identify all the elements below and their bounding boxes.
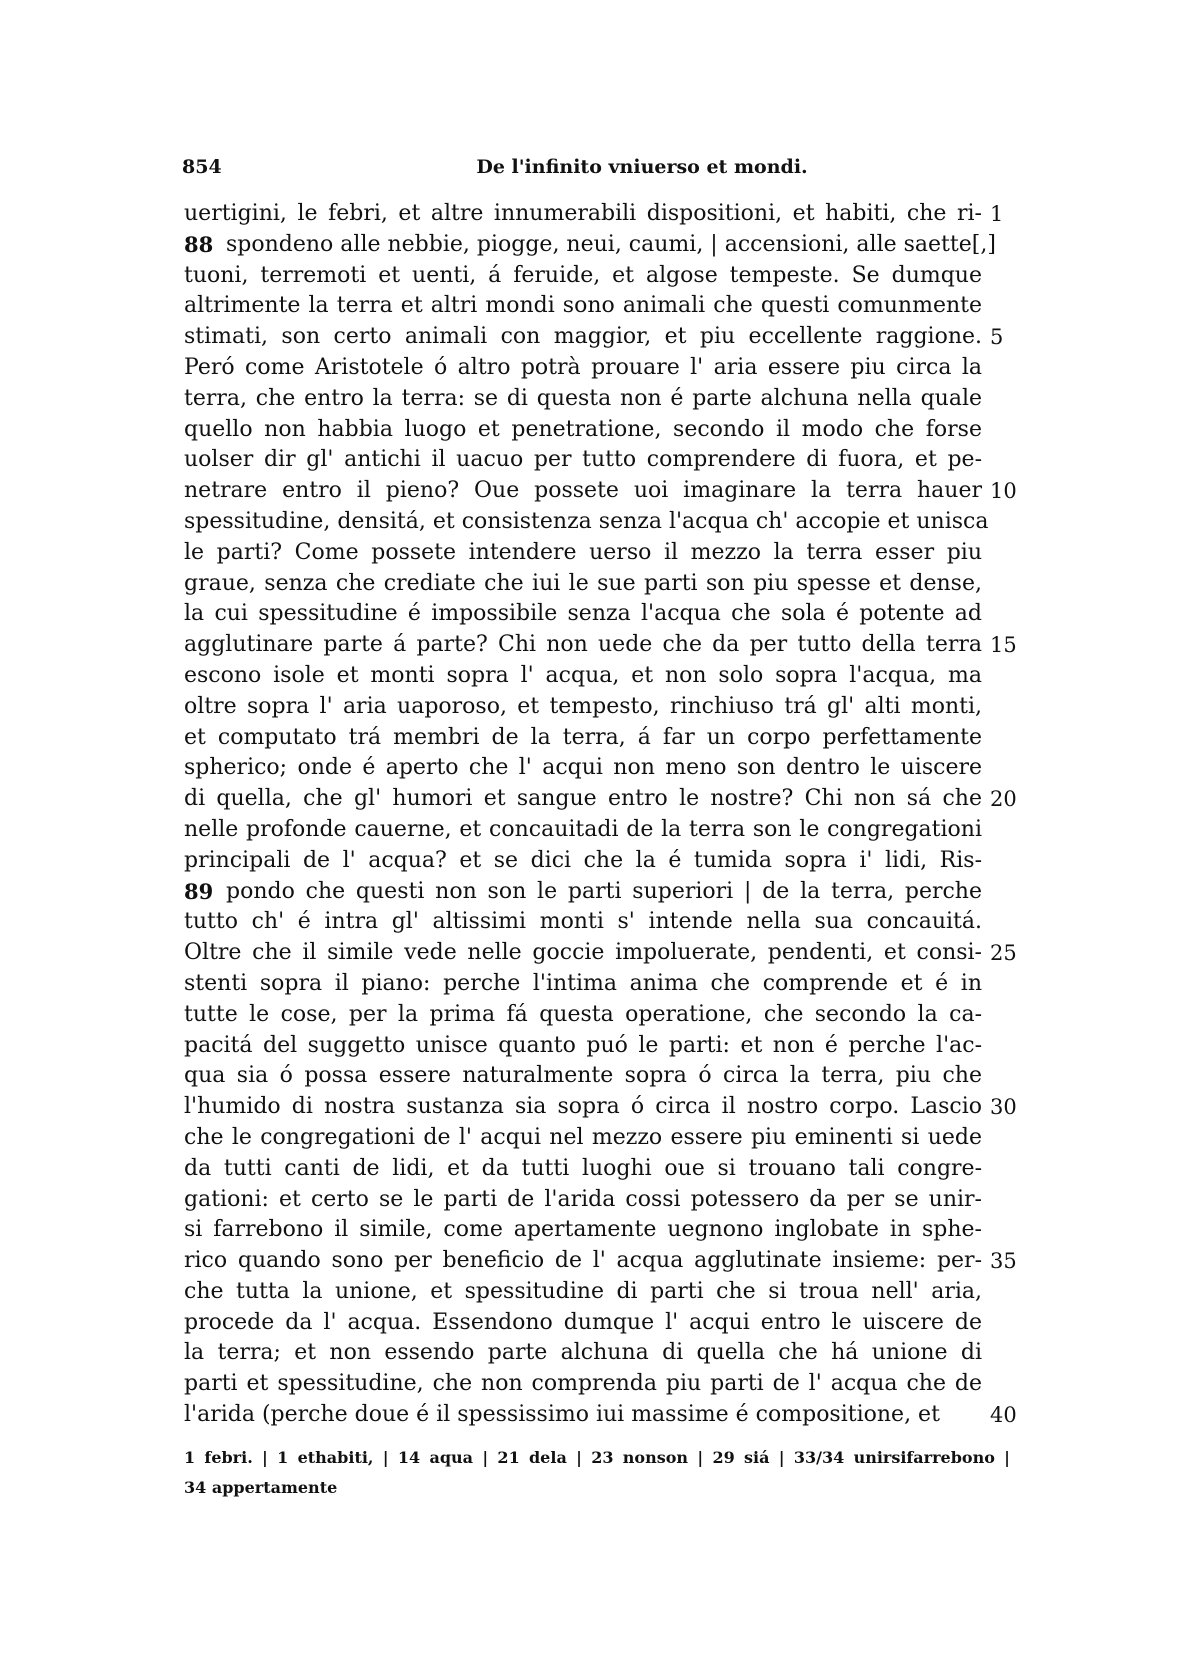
line-text: quello non habbia luogo et penetratione, secondo il modo che forse	[184, 416, 982, 442]
line-number: 1	[990, 202, 1004, 226]
text-line	[0, 907, 1183, 938]
line-number: 30	[990, 1095, 1017, 1120]
text-line	[0, 938, 1183, 969]
text-line	[0, 599, 1183, 630]
text-line	[0, 538, 1183, 569]
line-text: escono isole et monti sopra l' acqua, et non solo sopra l'acqua, ma	[184, 662, 982, 688]
line-text: stenti sopra il piano: perche l'intima anima che comprende et é in	[184, 970, 982, 996]
text-line	[0, 846, 1183, 877]
apparatus-line: 1 febri. | 1 ethabiti, | 14 aqua | 21 dela | 23 nonson | 29 siá | 33/34 unirsifarrebono |	[184, 1448, 1010, 1467]
text-line	[0, 1061, 1183, 1092]
line-text: nelle profonde cauerne, et concauitadi de la terra son le congregationi	[184, 816, 982, 842]
main-text	[0, 199, 1183, 1431]
line-number: 20	[990, 787, 1017, 812]
line-number: 10	[990, 479, 1017, 504]
line-text: la terra; et non essendo parte alchuna di quella che há unione di	[184, 1340, 982, 1366]
line-text: le parti? Come possete intendere uerso il mezzo la terra esser piu	[184, 539, 982, 565]
line-number: 25	[990, 941, 1017, 966]
line-text: uolser dir gl' antichi il uacuo per tutto comprendere di fuora, et pe-	[184, 447, 982, 473]
edition-page-marker: 88	[184, 231, 214, 257]
line-text: graue, senza che crediate che iui le sue parti son piu spesse et dense,	[184, 570, 982, 596]
text-line	[0, 1185, 1183, 1216]
line-text: tuoni, terremoti et uenti, á feruide, et algose tempeste. Se dumque	[184, 262, 982, 288]
text-line	[0, 1123, 1183, 1154]
text-line	[0, 784, 1183, 815]
line-text: di quella, che gl' humori et sangue entro le nostre? Chi non sá che	[184, 786, 982, 812]
running-title: De l'infinito vniuerso et mondi.	[476, 156, 808, 178]
line-text: uertigini, le febri, et altre innumerabili dispositioni, et habiti, che ri-	[184, 201, 982, 226]
line-number: 40	[990, 1403, 1017, 1428]
text-line	[0, 1400, 1183, 1431]
text-line	[0, 1308, 1183, 1339]
line-text: da tutti canti de lidi, et da tutti luoghi oue si trouano tali congre-	[184, 1155, 982, 1181]
line-text: parti et spessitudine, che non comprenda piu parti de l' acqua che de	[184, 1371, 982, 1397]
line-text: spondeno alle nebbie, piogge, neui, caumi, | accensioni, alle saette[,]	[226, 231, 996, 257]
text-line	[0, 291, 1183, 322]
text-line	[0, 1031, 1183, 1062]
line-text: netrare entro il pieno? Oue possete uoi imaginare la terra hauer	[184, 478, 982, 504]
text-line	[0, 261, 1183, 292]
edition-page-marker: 89	[184, 878, 214, 904]
text-line	[0, 415, 1183, 446]
line-text: pacitá del suggetto unisce quanto puó le parti: et non é perche l'ac-	[184, 1032, 982, 1058]
line-text: tutto ch' é intra gl' altissimi monti s' intende nella sua concauitá.	[184, 909, 982, 935]
line-text: si farrebono il simile, come apertamente uegnono inglobate in sphe-	[184, 1217, 982, 1243]
text-line	[0, 1338, 1183, 1369]
line-text: qua sia ó possa essere naturalmente sopra ó circa la terra, piu che	[184, 1063, 982, 1089]
text-line	[0, 630, 1183, 661]
text-line	[0, 476, 1183, 507]
text-line	[0, 1246, 1183, 1277]
text-line	[0, 445, 1183, 476]
text-line	[0, 1154, 1183, 1185]
line-text: altrimente la terra et altri mondi sono animali che questi comunmente	[184, 293, 982, 319]
text-line	[0, 969, 1183, 1000]
line-text: stimati, son certo animali con maggior, et piu eccellente raggione.	[184, 324, 982, 350]
line-text: terra, che entro la terra: se di questa non é parte alchuna nella quale	[184, 385, 982, 411]
line-text: Peró come Aristotele ó altro potrà prouare l' aria essere piu circa la	[184, 354, 982, 380]
line-text: che le congregationi de l' acqui nel mezzo essere piu eminenti si uede	[184, 1124, 982, 1150]
text-line	[0, 1369, 1183, 1400]
running-head	[182, 156, 1012, 186]
line-number: 5	[990, 325, 1004, 350]
line-text: pondo che questi non son le parti superiori | de la terra, perche	[226, 878, 982, 904]
text-line	[0, 384, 1183, 415]
line-text: procede da l' acqua. Essendono dumque l' acqui entro le uiscere de	[184, 1309, 982, 1335]
line-text: Oltre che il simile vede nelle goccie impoluerate, pendenti, et consi-	[184, 940, 982, 966]
text-line	[0, 753, 1183, 784]
text-line	[0, 507, 1183, 538]
line-text: rico quando sono per beneficio de l' acqua agglutinate insieme: per-	[184, 1248, 982, 1274]
line-text: principali de l' acqua? et se dici che la é tumida sopra i' lidi, Ris-	[184, 847, 982, 873]
text-line	[0, 1215, 1183, 1246]
apparatus-line: 34 appertamente	[184, 1478, 338, 1497]
text-line	[0, 661, 1183, 692]
line-text: gationi: et certo se le parti de l'arida cossi potessero da per se unir-	[184, 1186, 982, 1212]
text-line	[0, 353, 1183, 384]
line-text: l'humido di nostra sustanza sia sopra ó circa il nostro corpo. Lascio	[184, 1094, 982, 1120]
text-line	[0, 723, 1183, 754]
line-text: agglutinare parte á parte? Chi non uede che da per tutto della terra	[184, 632, 982, 658]
line-text: tutte le cose, per la prima fá questa operatione, che secondo la ca-	[184, 1001, 982, 1027]
text-line	[0, 1092, 1183, 1123]
text-line	[0, 569, 1183, 600]
text-line	[0, 815, 1183, 846]
line-number: 15	[990, 633, 1017, 658]
line-text: spherico; onde é aperto che l' acqui non meno son dentro le uiscere	[184, 755, 982, 781]
text-line	[0, 322, 1183, 353]
line-number: 35	[990, 1249, 1017, 1274]
critical-apparatus	[184, 1443, 1014, 1503]
text-line	[0, 692, 1183, 723]
page-number: 854	[182, 156, 222, 178]
text-line	[0, 877, 1183, 908]
line-text: la cui spessitudine é impossibile senza l'acqua che sola é potente ad	[184, 601, 982, 627]
line-text: spessitudine, densitá, et consistenza senza l'acqua ch' accopie et unisca	[184, 508, 989, 534]
text-line	[0, 1277, 1183, 1308]
text-line	[0, 1000, 1183, 1031]
line-text: l'arida (perche doue é il spessissimo iui massime é compositione, et	[184, 1402, 940, 1428]
text-line	[0, 230, 1183, 261]
text-line	[0, 199, 1183, 230]
line-text: che tutta la unione, et spessitudine di parti che si troua nell' aria,	[184, 1278, 982, 1304]
line-text: oltre sopra l' aria uaporoso, et tempesto, rinchiuso trá gl' alti monti,	[184, 693, 982, 719]
line-text: et computato trá membri de la terra, á far un corpo perfettamente	[184, 724, 982, 750]
